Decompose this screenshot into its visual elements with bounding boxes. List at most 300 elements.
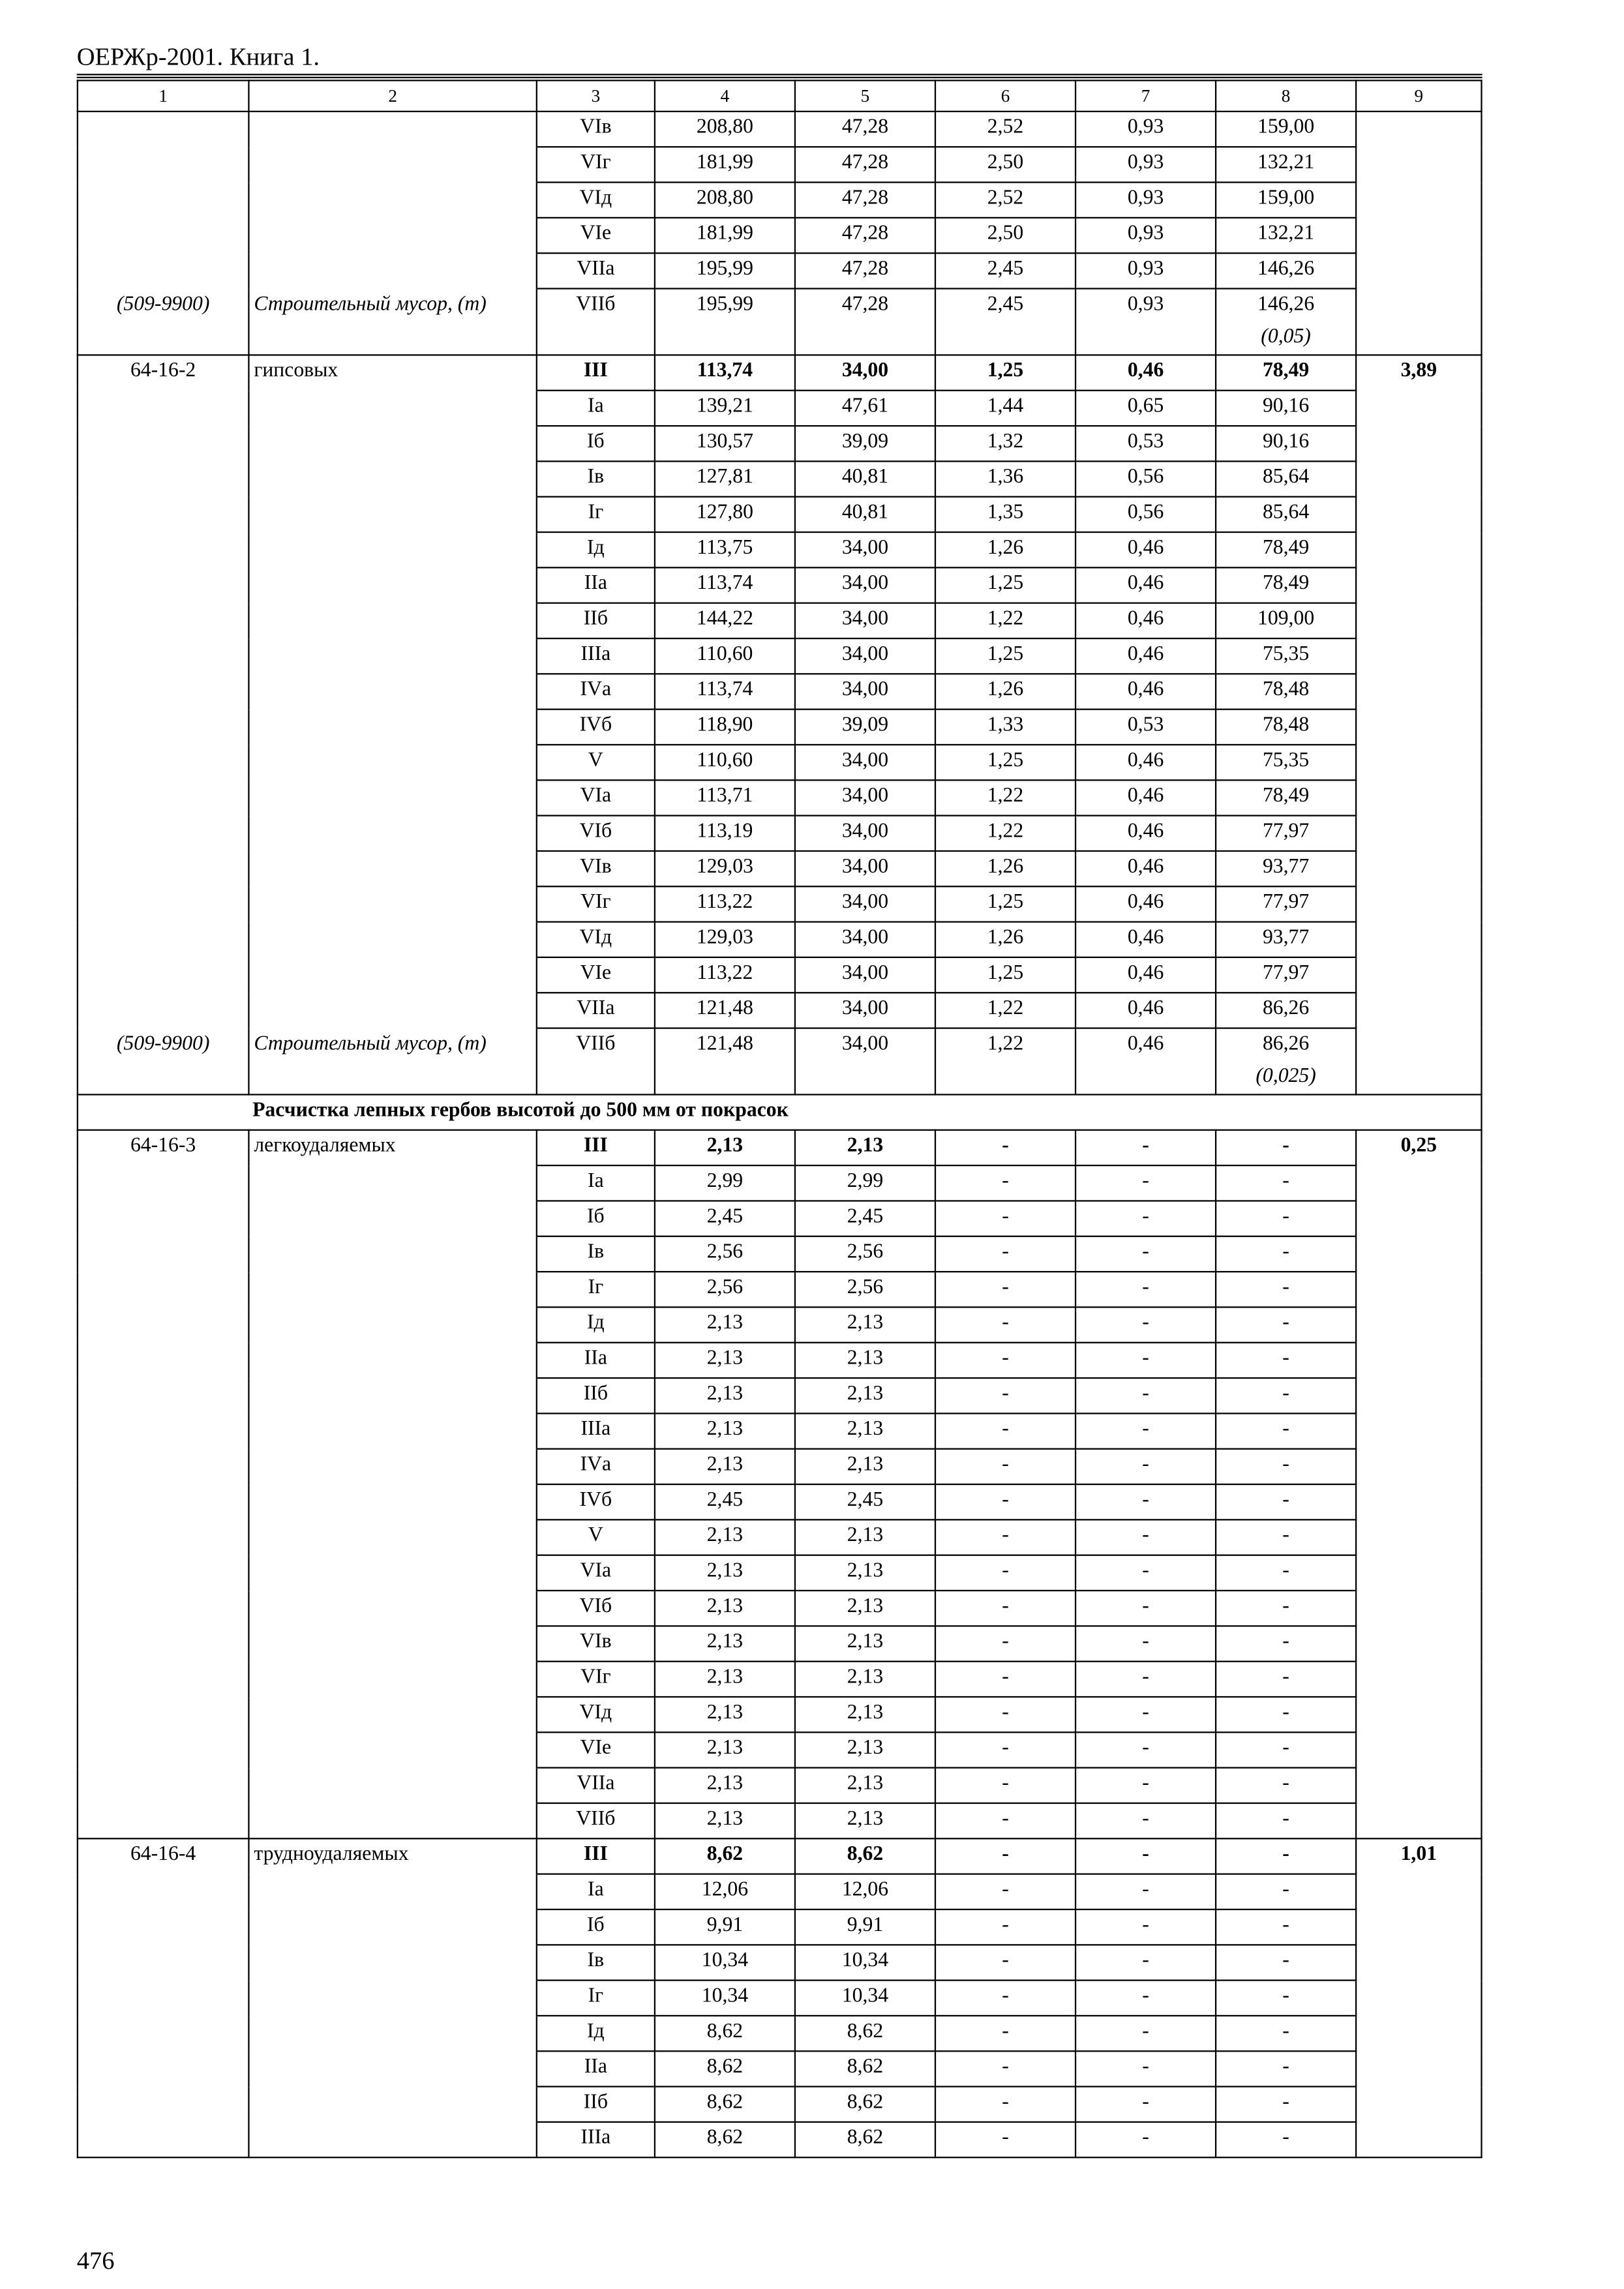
value-cell: -	[1075, 1130, 1216, 1165]
total-cell	[1356, 1732, 1481, 1767]
value-cell: 0,46	[1075, 603, 1216, 638]
category-cell: VIб	[537, 816, 655, 851]
value-cell: 85,64	[1216, 461, 1356, 496]
value-cell: -	[1075, 2051, 1216, 2086]
value-cell: 0,46	[1075, 674, 1216, 709]
description-cell	[248, 1449, 536, 1484]
value-cell: -	[1075, 1272, 1216, 1307]
value-cell: 1,25	[935, 886, 1075, 921]
code-cell	[78, 816, 249, 851]
value-cell: 2,13	[655, 1413, 795, 1448]
code-cell	[78, 1272, 249, 1307]
value-cell: -	[935, 1378, 1075, 1413]
value-cell: 1,22	[935, 603, 1075, 638]
value-cell: 0,46	[1075, 922, 1216, 957]
value-cell: -	[1075, 1449, 1216, 1484]
code-cell	[78, 567, 249, 603]
value-cell: 78,49	[1216, 532, 1356, 567]
value-cell: 2,45	[935, 289, 1075, 355]
value-cell: 2,56	[795, 1272, 935, 1307]
value-cell: -	[1075, 1378, 1216, 1413]
value-cell: 1,44	[935, 391, 1075, 426]
total-cell	[1356, 1768, 1481, 1803]
value-cell: 2,13	[795, 1413, 935, 1448]
description-cell	[248, 1343, 536, 1378]
value-cell: 34,00	[795, 638, 935, 674]
total-cell	[1356, 816, 1481, 851]
table-row	[78, 1909, 1482, 1945]
value-cell: 2,13	[655, 1732, 795, 1767]
total-cell	[1356, 1272, 1481, 1307]
code-cell: (509-9900)	[78, 289, 249, 355]
value-cell: 47,61	[795, 391, 935, 426]
column-header: 4	[655, 80, 795, 112]
value-cell: 2,45	[795, 1484, 935, 1519]
value-cell: -	[1216, 2051, 1356, 2086]
code-cell	[78, 886, 249, 921]
value-cell: -	[1075, 1343, 1216, 1378]
value-cell: -	[1216, 1555, 1356, 1591]
table-row	[78, 780, 1482, 815]
table-row	[78, 461, 1482, 496]
category-cell: VIв	[537, 851, 655, 886]
code-cell	[78, 218, 249, 253]
description-cell	[248, 1874, 536, 1909]
value-cell: 78,49	[1216, 780, 1356, 815]
table-row	[78, 2051, 1482, 2086]
description-cell	[248, 253, 536, 288]
table-row	[78, 2087, 1482, 2122]
value-cell: 34,00	[795, 886, 935, 921]
total-cell	[1356, 1555, 1481, 1591]
value-cell: 2,52	[935, 183, 1075, 218]
total-cell	[1356, 603, 1481, 638]
value-cell: -	[1216, 1945, 1356, 1980]
description-cell	[248, 1272, 536, 1307]
value-cell: -	[1216, 1130, 1356, 1165]
code-cell	[78, 851, 249, 886]
value-cell: 2,13	[655, 1343, 795, 1378]
value-cell: 1,35	[935, 497, 1075, 532]
value-cell: 1,36	[935, 461, 1075, 496]
category-cell: IVб	[537, 1484, 655, 1519]
category-cell: VIд	[537, 183, 655, 218]
value-cell: 47,28	[795, 183, 935, 218]
category-cell: IIIа	[537, 638, 655, 674]
code-cell	[78, 1768, 249, 1803]
value-cell: -	[1216, 1307, 1356, 1342]
code-cell	[78, 1945, 249, 1980]
value-cell: 2,13	[795, 1449, 935, 1484]
table-row	[78, 603, 1482, 638]
category-cell: VIIб	[537, 1803, 655, 1838]
total-cell	[1356, 461, 1481, 496]
value-cell: -	[1216, 1449, 1356, 1484]
value-cell: -	[1075, 1838, 1216, 1874]
total-cell	[1356, 886, 1481, 921]
table-row	[78, 183, 1482, 218]
value-cell: 10,34	[795, 1945, 935, 1980]
category-cell: Iа	[537, 391, 655, 426]
value-cell: 8,62	[795, 2087, 935, 2122]
description-cell	[248, 851, 536, 886]
description-cell	[248, 1803, 536, 1838]
value-cell: -	[935, 1626, 1075, 1661]
value-cell: 86,26	[1216, 993, 1356, 1028]
value-cell: 8,62	[655, 1838, 795, 1874]
debris-quantity: (0,025)	[1256, 1066, 1316, 1088]
value-cell: 109,00	[1216, 603, 1356, 638]
rates-table	[77, 80, 1482, 2158]
table-body	[78, 80, 1482, 2157]
description-cell: Строительный мусор, (т)	[248, 1028, 536, 1095]
value-cell: 0,46	[1075, 993, 1216, 1028]
value-cell: -	[1075, 1803, 1216, 1838]
total-cell	[1356, 2087, 1481, 2122]
value-cell: -	[1075, 1909, 1216, 1945]
code-cell	[78, 674, 249, 709]
value-cell: -	[1075, 2122, 1216, 2157]
value-cell: 34,00	[795, 603, 935, 638]
category-cell: Iв	[537, 461, 655, 496]
value-cell: 0,93	[1075, 218, 1216, 253]
table-row	[78, 1130, 1482, 1165]
value-cell: 2,45	[935, 253, 1075, 288]
value-cell: 181,99	[655, 147, 795, 182]
table-row	[78, 1378, 1482, 1413]
table-row	[78, 1874, 1482, 1909]
value-cell: -	[1075, 1413, 1216, 1448]
description-cell	[248, 2087, 536, 2122]
category-cell: VIе	[537, 218, 655, 253]
table-row	[78, 816, 1482, 851]
value-cell: 1,22	[935, 993, 1075, 1028]
value-cell: -	[1216, 2122, 1356, 2157]
value-cell: 2,13	[795, 1555, 935, 1591]
value-cell: 77,97	[1216, 957, 1356, 993]
value-cell: 2,13	[795, 1591, 935, 1626]
value-cell: 90,16	[1216, 426, 1356, 461]
value-cell: -	[1075, 1626, 1216, 1661]
category-cell: VIIа	[537, 1768, 655, 1803]
code-cell	[78, 1626, 249, 1661]
value-cell: 2,56	[655, 1272, 795, 1307]
value-cell: -	[935, 1697, 1075, 1732]
category-cell: VIг	[537, 147, 655, 182]
table-row	[78, 1343, 1482, 1378]
value-cell: 1,25	[935, 745, 1075, 780]
code-cell	[78, 1519, 249, 1555]
description-cell	[248, 1378, 536, 1413]
debris-row	[78, 289, 1482, 355]
code-cell	[78, 1484, 249, 1519]
value-cell: 1,26	[935, 922, 1075, 957]
total-cell	[1356, 1662, 1481, 1697]
table-row	[78, 1519, 1482, 1555]
total-cell	[1356, 922, 1481, 957]
debris-quantity: (0,05)	[1261, 326, 1311, 349]
value-cell: 113,74	[655, 355, 795, 390]
value-cell: -	[1075, 1484, 1216, 1519]
value-cell: -	[1075, 1201, 1216, 1236]
category-cell: III	[537, 355, 655, 390]
description-cell: Строительный мусор, (т)	[248, 289, 536, 355]
description-cell	[248, 391, 536, 426]
value-cell: -	[935, 1662, 1075, 1697]
value-cell: -	[1216, 1272, 1356, 1307]
code-cell	[78, 1697, 249, 1732]
category-cell: VIв	[537, 112, 655, 147]
value-cell: -	[1216, 1662, 1356, 1697]
value-cell: -	[1216, 2016, 1356, 2051]
value-cell: -	[1075, 1307, 1216, 1342]
total-cell	[1356, 1413, 1481, 1448]
description-cell	[248, 993, 536, 1028]
category-cell: Iб	[537, 1909, 655, 1945]
table-row	[78, 1555, 1482, 1591]
category-cell: Iг	[537, 1981, 655, 2016]
value-cell: 78,49	[1216, 567, 1356, 603]
value-cell: -	[935, 1909, 1075, 1945]
total-cell	[1356, 1697, 1481, 1732]
table-row	[78, 1307, 1482, 1342]
value-cell: 78,48	[1216, 674, 1356, 709]
description-cell	[248, 1732, 536, 1767]
category-cell: Iв	[537, 1945, 655, 1980]
total-cell: 0,25	[1356, 1130, 1481, 1165]
value-cell: 2,13	[655, 1449, 795, 1484]
table-row	[78, 391, 1482, 426]
value-cell: -	[1216, 1484, 1356, 1519]
value-cell: 208,80	[655, 112, 795, 147]
value-cell: 195,99	[655, 253, 795, 288]
value-cell: 77,97	[1216, 886, 1356, 921]
description-cell	[248, 461, 536, 496]
description-cell	[248, 112, 536, 147]
code-cell	[78, 1591, 249, 1626]
value-cell: 0,93	[1075, 112, 1216, 147]
value-cell: 2,13	[795, 1343, 935, 1378]
table-row	[78, 1945, 1482, 1980]
value-cell: -	[935, 1165, 1075, 1201]
value-cell: 0,65	[1075, 391, 1216, 426]
value-cell: 110,60	[655, 638, 795, 674]
value-cell: 34,00	[795, 745, 935, 780]
total-cell	[1356, 289, 1481, 355]
value-cell: -	[1075, 2016, 1216, 2051]
total-cell	[1356, 2051, 1481, 2086]
description-cell	[248, 1697, 536, 1732]
value-cell: 8,62	[655, 2087, 795, 2122]
table-row	[78, 638, 1482, 674]
total-cell	[1356, 780, 1481, 815]
value-text: 146,26	[1257, 293, 1315, 316]
description-cell	[248, 638, 536, 674]
description-cell	[248, 147, 536, 182]
value-cell: 39,09	[795, 710, 935, 745]
category-cell: Iд	[537, 2016, 655, 2051]
description-cell	[248, 2016, 536, 2051]
table-row	[78, 1165, 1482, 1201]
description-cell: трудноудаляемых	[248, 1838, 536, 1874]
category-cell: VIб	[537, 1591, 655, 1626]
total-cell	[1356, 1201, 1481, 1236]
total-cell	[1356, 993, 1481, 1028]
total-cell	[1356, 1165, 1481, 1201]
category-cell: IIб	[537, 2087, 655, 2122]
description-cell	[248, 603, 536, 638]
value-cell: -	[1216, 1803, 1356, 1838]
value-cell: 75,35	[1216, 745, 1356, 780]
value-cell: 113,22	[655, 886, 795, 921]
value-cell: 2,13	[655, 1591, 795, 1626]
value-cell: 0,46	[1075, 780, 1216, 815]
value-cell: -	[935, 1555, 1075, 1591]
code-cell	[78, 957, 249, 993]
value-cell: 34,00	[795, 674, 935, 709]
value-cell: -	[1075, 1981, 1216, 2016]
value-cell: -	[935, 2051, 1075, 2086]
code-cell	[78, 638, 249, 674]
table-row	[78, 1768, 1482, 1803]
value-cell: 0,46	[1075, 745, 1216, 780]
category-cell: Iд	[537, 532, 655, 567]
code-cell	[78, 1732, 249, 1767]
description-cell	[248, 1768, 536, 1803]
total-cell	[1356, 426, 1481, 461]
section-title: Расчистка лепных гербов высотой до 500 мм от покрасок	[78, 1094, 1482, 1130]
value-cell	[1216, 1028, 1356, 1095]
value-cell: 113,74	[655, 567, 795, 603]
value-cell: 0,46	[1075, 1028, 1216, 1095]
value-cell: -	[935, 1449, 1075, 1484]
code-cell	[78, 1555, 249, 1591]
category-cell: IIа	[537, 1343, 655, 1378]
value-cell: 34,00	[795, 780, 935, 815]
code-cell	[78, 1343, 249, 1378]
category-cell: VIIб	[537, 289, 655, 355]
code-cell	[78, 993, 249, 1028]
code-cell: 64-16-3	[78, 1130, 249, 1165]
value-cell: 77,97	[1216, 816, 1356, 851]
value-cell: -	[1216, 2087, 1356, 2122]
column-header: 8	[1216, 80, 1356, 112]
value-cell: 39,09	[795, 426, 935, 461]
description-cell	[248, 745, 536, 780]
category-cell: Iг	[537, 497, 655, 532]
category-cell: Iб	[537, 426, 655, 461]
total-cell	[1356, 1626, 1481, 1661]
value-cell: 40,81	[795, 497, 935, 532]
value-cell: -	[1075, 1697, 1216, 1732]
value-cell: 2,13	[795, 1768, 935, 1803]
total-cell	[1356, 1591, 1481, 1626]
value-cell: -	[1216, 1236, 1356, 1272]
value-cell: 0,56	[1075, 497, 1216, 532]
value-cell: -	[935, 1484, 1075, 1519]
table-row	[78, 1838, 1482, 1874]
table-row	[78, 355, 1482, 390]
value-cell: -	[935, 1201, 1075, 1236]
value-cell: 110,60	[655, 745, 795, 780]
total-cell	[1356, 1909, 1481, 1945]
category-cell: IVб	[537, 710, 655, 745]
value-cell: -	[935, 1732, 1075, 1767]
total-cell	[1356, 1803, 1481, 1838]
code-cell: (509-9900)	[78, 1028, 249, 1095]
description-cell	[248, 1662, 536, 1697]
value-cell: 8,62	[795, 2016, 935, 2051]
value-cell: -	[935, 1307, 1075, 1342]
value-cell: 129,03	[655, 851, 795, 886]
debris-row	[78, 1028, 1482, 1095]
code-cell	[78, 1909, 249, 1945]
table-row	[78, 2016, 1482, 2051]
value-cell: 1,25	[935, 957, 1075, 993]
value-cell: 0,46	[1075, 355, 1216, 390]
page-number: 476	[76, 2247, 115, 2275]
table-row	[78, 745, 1482, 780]
value-cell: 9,91	[795, 1909, 935, 1945]
value-cell: 34,00	[795, 922, 935, 957]
value-cell: -	[1216, 1378, 1356, 1413]
category-cell: IIа	[537, 2051, 655, 2086]
table-row	[78, 1591, 1482, 1626]
total-cell	[1356, 1519, 1481, 1555]
value-cell: -	[1075, 1236, 1216, 1272]
description-cell	[248, 816, 536, 851]
description-cell	[248, 674, 536, 709]
description-cell	[248, 497, 536, 532]
value-cell: -	[1216, 1981, 1356, 2016]
value-cell: 0,56	[1075, 461, 1216, 496]
value-cell: 2,13	[655, 1555, 795, 1591]
value-cell: 47,28	[795, 253, 935, 288]
code-cell	[78, 112, 249, 147]
column-header: 1	[78, 80, 249, 112]
total-cell	[1356, 218, 1481, 253]
total-cell: 3,89	[1356, 355, 1481, 390]
table-row	[78, 218, 1482, 253]
description-cell	[248, 957, 536, 993]
total-cell	[1356, 745, 1481, 780]
value-cell: 2,13	[795, 1519, 935, 1555]
value-cell: 8,62	[655, 2051, 795, 2086]
table-row	[78, 1413, 1482, 1448]
description-cell	[248, 1165, 536, 1201]
value-cell: -	[1075, 1768, 1216, 1803]
value-cell: -	[1216, 1838, 1356, 1874]
total-cell	[1356, 253, 1481, 288]
table-row	[78, 993, 1482, 1028]
value-cell: 129,03	[655, 922, 795, 957]
value-cell: 132,21	[1216, 147, 1356, 182]
value-cell: 121,48	[655, 1028, 795, 1095]
value-cell: -	[1216, 1626, 1356, 1661]
table-row	[78, 253, 1482, 288]
value-cell: -	[1075, 1591, 1216, 1626]
value-cell: 2,45	[655, 1201, 795, 1236]
code-cell	[78, 1981, 249, 2016]
column-header: 5	[795, 80, 935, 112]
value-cell: 34,00	[795, 532, 935, 567]
value-cell: -	[1075, 1519, 1216, 1555]
category-cell: IIа	[537, 567, 655, 603]
value-cell: -	[1216, 1732, 1356, 1767]
value-cell: 1,26	[935, 674, 1075, 709]
total-cell	[1356, 674, 1481, 709]
table-row	[78, 1697, 1482, 1732]
